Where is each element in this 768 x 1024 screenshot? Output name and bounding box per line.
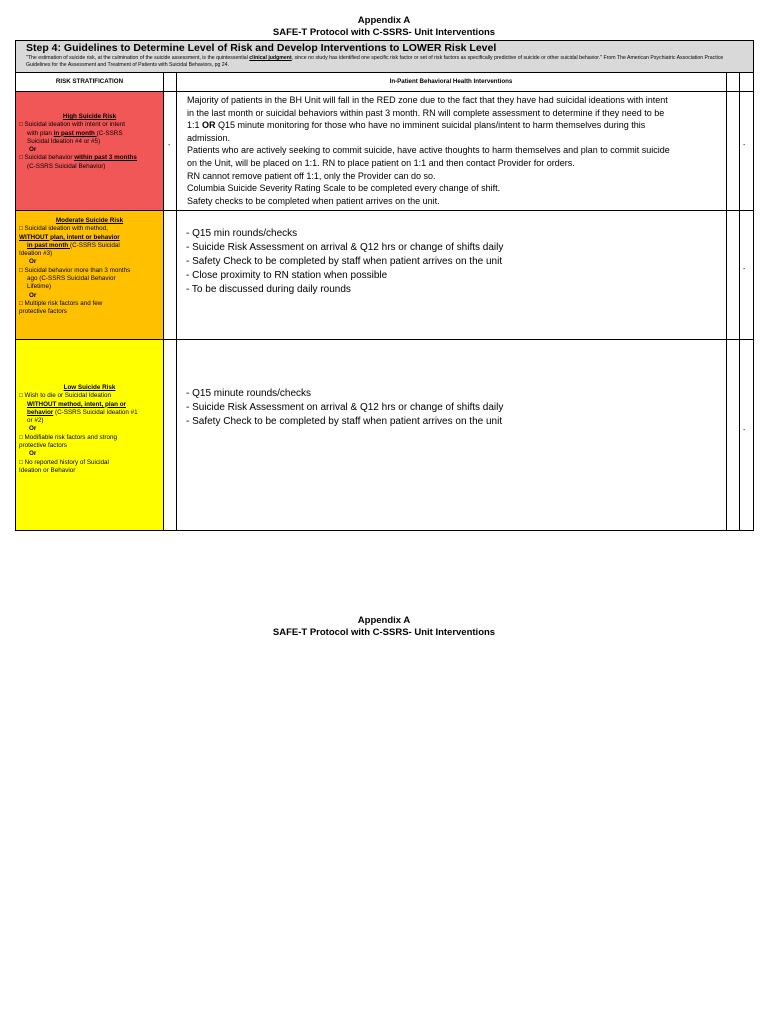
high-risk-title: High Suicide Risk [62, 113, 117, 120]
text: (C-SSRS Suicidal [70, 241, 120, 249]
quote-part-2: , since no study has identified one specific risk factor or set of risk factors as specifically predictive of suicide or other suicidal behavior." From The American Psychiatric Association Practice Guidelines for the Assessment and Treatment of Patients with Suicidal Behaviors, pg 24. [26, 55, 724, 68]
step-banner [16, 41, 753, 73]
intervention-line [187, 119, 726, 132]
low-risk-criterion-2-cont: protective factors [19, 442, 67, 450]
quote-part-1: "The estimation of suicide risk, at the culmination of the suicide assessment, is the quintessential [26, 55, 250, 61]
intervention-line: RN cannot remove patient off 1:1, only the Provider can do so. [187, 170, 436, 181]
moderate-risk-criterion-3-cont: protective factors [19, 308, 67, 316]
intervention-line: - Q15 min rounds/checks [186, 228, 298, 239]
low-risk-criterion-1-cont: WITHOUT method, intent, plan or [27, 400, 126, 408]
appendix-title: Appendix A [357, 615, 411, 626]
or-label: Or [29, 425, 37, 433]
high-risk-criterion-1: □ Suicidal ideation with intent or intent [19, 121, 126, 129]
appendix-subtitle: SAFE-T Protocol with C-SSRS- Unit Interventions [272, 627, 496, 638]
appendix-header-bottom [0, 615, 768, 639]
row-divider [16, 210, 753, 211]
text-emph: behavior [27, 408, 54, 416]
high-risk-criterion-2-ref: (C-SSRS Suicidal Behavior) [27, 162, 106, 170]
text: (C-SSRS [96, 129, 123, 137]
low-risk-criterion-1-behavior [19, 409, 160, 417]
low-risk-criterion-1-ref: or #2) [27, 417, 44, 425]
intervention-line: - Q15 minute rounds/checks [186, 388, 312, 399]
risk-intervention-table [15, 40, 754, 531]
text: (C-SSRS Suicidal Ideation #1 [53, 408, 138, 416]
low-risk-criterion-1: □ Wish to die or Suicidal Ideation [19, 392, 112, 400]
low-risk-cell [16, 381, 163, 475]
dash-mark: - [743, 427, 746, 434]
dash-mark: - [743, 142, 746, 149]
high-risk-criterion-2 [19, 154, 160, 162]
moderate-risk-interventions [182, 226, 726, 297]
intervention-line: admission. [187, 132, 231, 143]
moderate-risk-criterion-1-month [19, 242, 160, 250]
column-header-risk: RISK STRATIFICATION [16, 73, 163, 92]
appendix-header-top [0, 15, 768, 39]
low-risk-criterion-3-cont: Ideation or Behavior [19, 466, 76, 474]
appendix-title: Appendix A [357, 15, 411, 26]
row-divider [16, 339, 753, 340]
intervention-line: Safety checks to be completed when patient arrives on the unit. [187, 195, 440, 206]
intervention-line: - Safety Check to be completed by staff when patient arrives on the unit [186, 256, 503, 267]
text: Q15 minute monitoring for those who have no imminent suicidal plans/intent to harm themselves during this [218, 120, 646, 131]
dash-mark: - [743, 266, 746, 273]
text: □ Suicidal behavior [19, 154, 75, 162]
text-emph: within past 3 months [74, 154, 137, 162]
intervention-line: Patients who are actively seeking to commit suicide, have active thoughts to harm themselves and plan to commit suicide [187, 145, 670, 156]
grid-line [739, 73, 740, 530]
intervention-line: - Close proximity to RN station when possible [186, 270, 388, 281]
grid-line [726, 73, 727, 530]
intervention-line: on the Unit, will be placed on 1:1. RN to place patient on 1:1 and then contact Provider for orders. [187, 157, 575, 168]
intervention-line: - Suicide Risk Assessment on arrival & Q12 hrs or change of shifts daily [186, 402, 504, 413]
step-title: Step 4: Guidelines to Determine Level of Risk and Develop Interventions to LOWER Risk Level [26, 42, 497, 54]
high-risk-criterion-1-cont [19, 130, 160, 138]
moderate-risk-criterion-1: □ Suicidal ideation with method, [19, 225, 108, 233]
appendix-subtitle: SAFE-T Protocol with C-SSRS- Unit Interventions [272, 27, 496, 38]
text-emph: in past month [27, 241, 71, 249]
dash-mark: - [168, 142, 171, 149]
moderate-risk-criterion-2-ref: Lifetime) [27, 283, 52, 291]
intervention-line: - Safety Check to be completed by staff when patient arrives on the unit [186, 416, 503, 427]
or-label: Or [29, 291, 37, 299]
or-label: Or [29, 258, 37, 266]
grid-line [176, 73, 177, 530]
moderate-risk-criterion-1-cont: WITHOUT plan, intent or behavior [19, 233, 120, 241]
intervention-line: in the last month or suicidal behaviors within past 3 month. RN will complete assessment to determine if they need to be [187, 107, 665, 118]
high-risk-interventions [182, 93, 726, 207]
intervention-line: - To be discussed during daily rounds [186, 284, 351, 295]
text: with plan [27, 129, 54, 137]
or-label: Or [29, 146, 37, 154]
low-risk-criterion-2: □ Modifiable risk factors and strong [19, 433, 117, 441]
intervention-line: Columbia Suicide Severity Rating Scale to be completed every change of shift. [187, 183, 501, 194]
text-emph: in past month [53, 129, 97, 137]
moderate-risk-criterion-3: □ Multiple risk factors and few [19, 299, 103, 307]
text: 1:1 [187, 120, 203, 131]
text-emph: OR [202, 120, 216, 131]
moderate-risk-criterion-2: □ Suicidal behavior more than 3 months [19, 266, 131, 274]
intervention-line: Majority of patients in the BH Unit will fall in the RED zone due to the fact that they have had suicidal ideations with intent [187, 95, 668, 105]
grid-line [163, 73, 164, 530]
low-risk-criterion-3: □ No reported history of Suicidal [19, 458, 109, 466]
column-header-interventions: In-Patient Behavioral Health Interventions [176, 73, 726, 92]
intervention-line: - Suicide Risk Assessment on arrival & Q12 hrs or change of shifts daily [186, 242, 504, 253]
column-header-blank-1 [163, 73, 176, 92]
low-risk-title: Low Suicide Risk [63, 384, 116, 391]
high-risk-criterion-1-ref: Suicidal Ideation #4 or #5) [27, 137, 101, 145]
moderate-risk-title: Moderate Suicide Risk [55, 217, 124, 224]
high-risk-cell [16, 94, 163, 171]
step-quote [26, 55, 743, 69]
moderate-risk-cell [16, 214, 163, 317]
low-risk-interventions [182, 386, 726, 429]
or-label: Or [29, 450, 37, 458]
quote-underlined: clinical judgment [249, 55, 292, 61]
moderate-risk-criterion-1-ref: Ideation #3) [19, 250, 53, 258]
moderate-risk-criterion-2-cont: ago (C-SSRS Suicidal Behavior [27, 275, 116, 283]
